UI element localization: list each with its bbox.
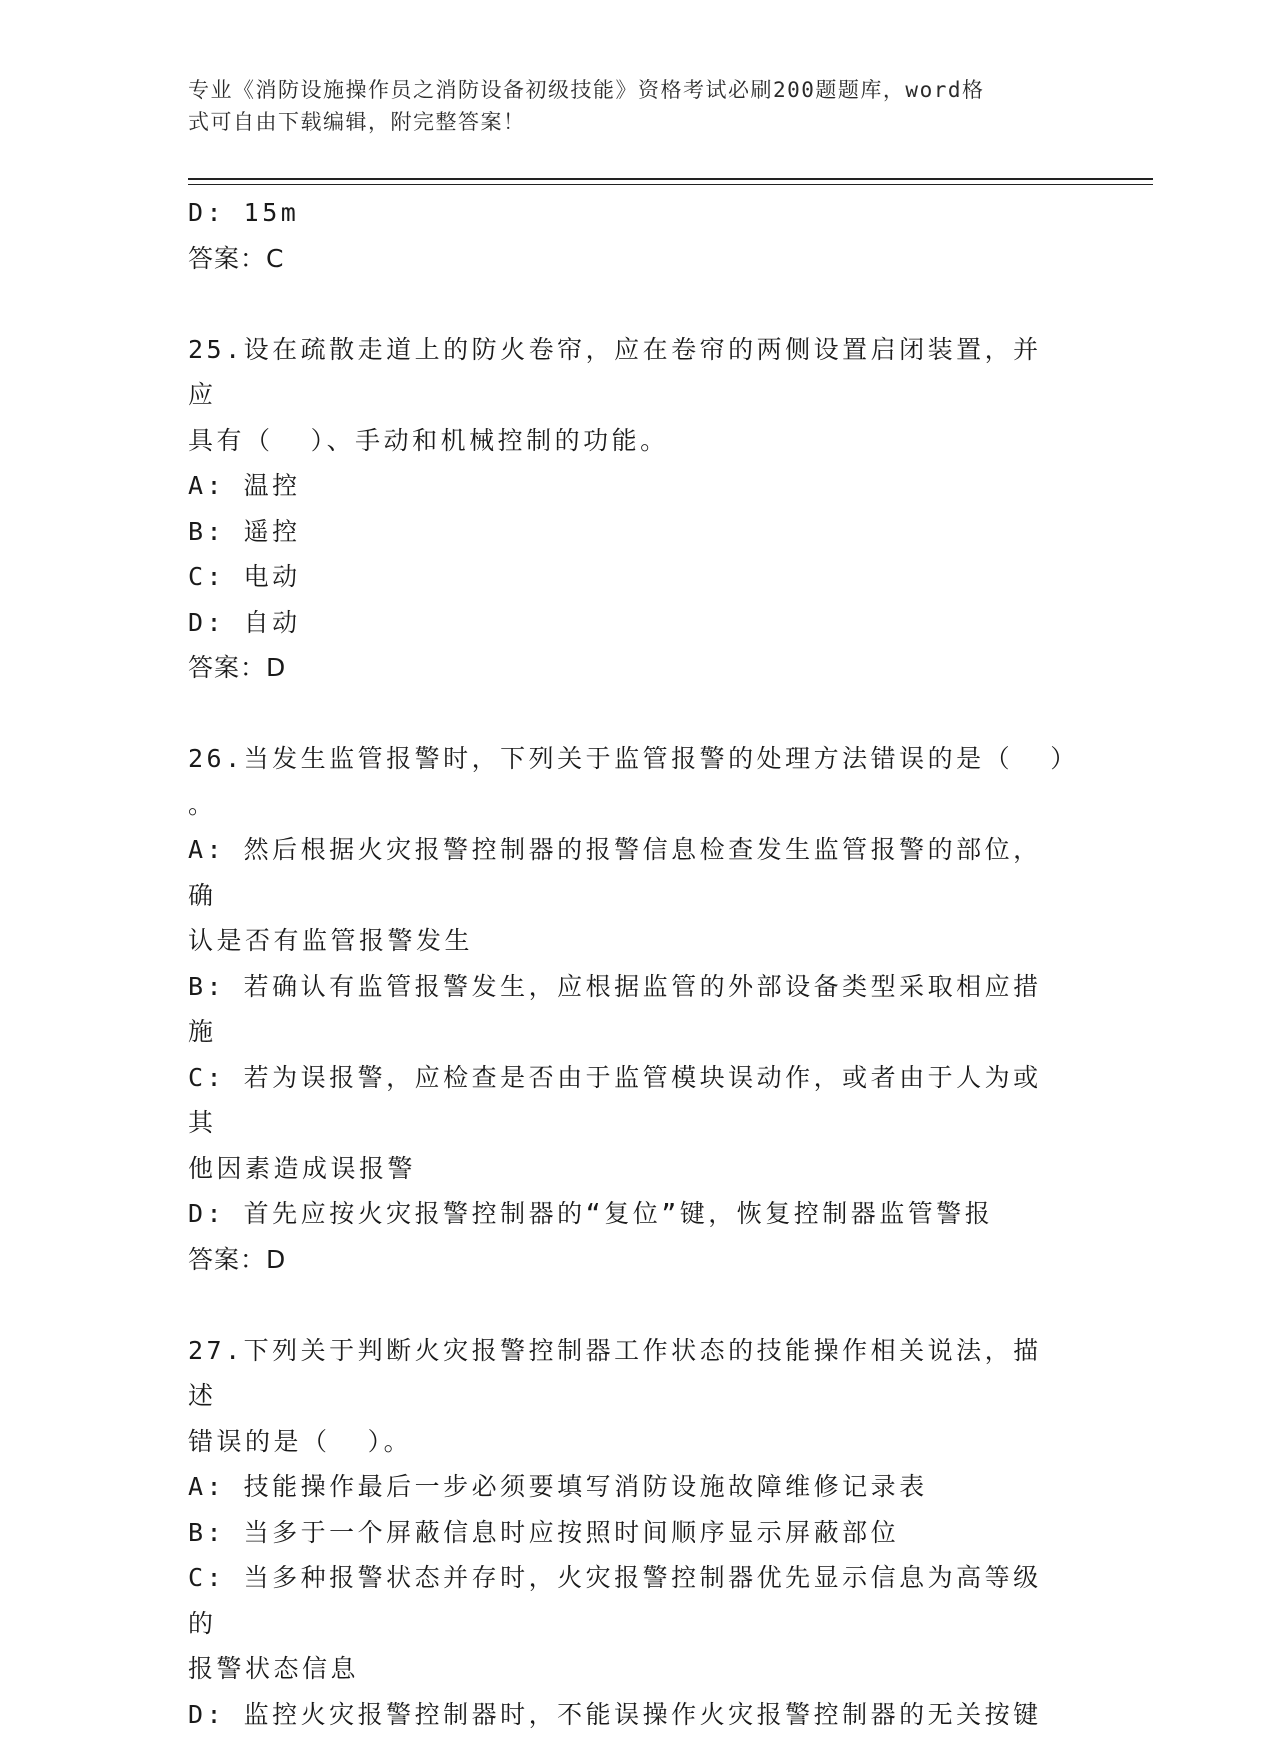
option-c: C: 若为误报警，应检查是否由于监管模块误动作，或者由于人为或其 bbox=[188, 1055, 1068, 1146]
spacer bbox=[188, 1282, 1068, 1328]
option-a: A: 温控 bbox=[188, 463, 1068, 509]
option-b: B: 若确认有监管报警发生，应根据监管的外部设备类型采取相应措施 bbox=[188, 964, 1068, 1055]
option-b: B: 当多于一个屏蔽信息时应按照时间顺序显示屏蔽部位 bbox=[188, 1510, 1068, 1556]
header-line-2: 式可自由下载编辑，附完整答案！ bbox=[188, 106, 1068, 138]
question-stem: 27.下列关于判断火灾报警控制器工作状态的技能操作相关说法，描述 bbox=[188, 1328, 1068, 1419]
header-rule-thin bbox=[188, 184, 1153, 185]
spacer bbox=[188, 691, 1068, 737]
option-b: B: 遥控 bbox=[188, 509, 1068, 555]
option-d: D: 15m bbox=[188, 190, 1068, 236]
option-a: A: 技能操作最后一步必须要填写消防设施故障维修记录表 bbox=[188, 1464, 1068, 1510]
question-stem-cont: 错误的是（ ）。 bbox=[188, 1419, 1068, 1465]
option-c-cont: 他因素造成误报警 bbox=[188, 1146, 1068, 1192]
answer-line: 答案：D bbox=[188, 645, 1068, 691]
answer-line: 答案：C bbox=[188, 236, 1068, 282]
option-d: D: 自动 bbox=[188, 600, 1068, 646]
document-body bbox=[188, 190, 1068, 1737]
question-25 bbox=[188, 327, 1068, 691]
header-rule-thick bbox=[188, 178, 1153, 180]
previous-question-tail bbox=[188, 190, 1068, 281]
option-a: A: 然后根据火灾报警控制器的报警信息检查发生监管报警的部位，确 bbox=[188, 827, 1068, 918]
option-c: C: 电动 bbox=[188, 554, 1068, 600]
spacer bbox=[188, 281, 1068, 327]
question-stem: 26.当发生监管报警时，下列关于监管报警的处理方法错误的是（ ） bbox=[188, 736, 1068, 782]
option-c-cont: 报警状态信息 bbox=[188, 1646, 1068, 1692]
question-stem: 25.设在疏散走道上的防火卷帘，应在卷帘的两侧设置启闭装置，并应 bbox=[188, 327, 1068, 418]
header-line-1: 专业《消防设施操作员之消防设备初级技能》资格考试必刷200题题库，word格 bbox=[188, 74, 1068, 106]
question-26 bbox=[188, 736, 1068, 1282]
option-c: C: 当多种报警状态并存时，火灾报警控制器优先显示信息为高等级的 bbox=[188, 1555, 1068, 1646]
question-27 bbox=[188, 1328, 1068, 1737]
page-header bbox=[188, 74, 1068, 138]
option-a-cont: 认是否有监管报警发生 bbox=[188, 918, 1068, 964]
option-d: D: 首先应按火灾报警控制器的“复位”键，恢复控制器监管警报 bbox=[188, 1191, 1068, 1237]
question-stem-cont: 。 bbox=[188, 782, 1068, 828]
answer-line: 答案：D bbox=[188, 1237, 1068, 1283]
question-stem-cont: 具有（ ）、手动和机械控制的功能。 bbox=[188, 418, 1068, 464]
option-d: D: 监控火灾报警控制器时，不能误操作火灾报警控制器的无关按键 bbox=[188, 1692, 1068, 1737]
